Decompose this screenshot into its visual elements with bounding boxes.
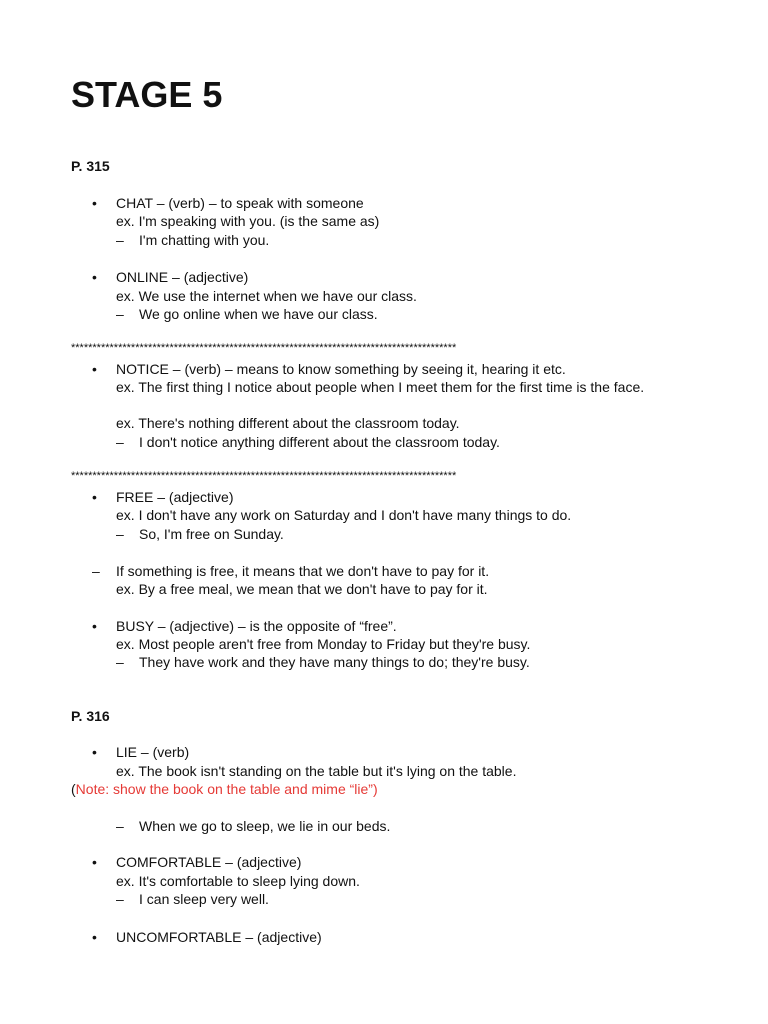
example-line: ex. The first thing I notice about people when I meet them for the first time is the face.: [116, 379, 645, 395]
page-ref-316: P. 316: [71, 708, 110, 724]
bullet: •: [92, 195, 97, 211]
sub-example: I'm chatting with you.: [139, 232, 270, 248]
term-free: FREE – (adjective): [116, 489, 234, 505]
sub-example: We go online when we have our class.: [139, 306, 378, 322]
dash: –: [116, 232, 124, 248]
definition-line: If something is free, it means that we don't have to pay for it.: [116, 563, 490, 579]
example-line: ex. Most people aren't free from Monday to Friday but they're busy.: [116, 636, 531, 652]
teacher-note: [71, 780, 378, 798]
example-line: ex. There's nothing different about the classroom today.: [116, 415, 460, 431]
page-title: STAGE 5: [71, 74, 223, 115]
example-line: ex. The book isn't standing on the table but it's lying on the table.: [116, 763, 517, 779]
bullet: •: [92, 361, 97, 377]
example-line: ex. It's comfortable to sleep lying down.: [116, 873, 360, 889]
separator-line: ******************************************************************************************: [71, 342, 457, 354]
separator-line: ******************************************************************************************: [71, 470, 457, 482]
note-open-paren: (: [71, 781, 76, 797]
sub-example: I can sleep very well.: [139, 891, 269, 907]
term-online: ONLINE – (adjective): [116, 269, 249, 285]
example-line: ex. I don't have any work on Saturday and I don't have many things to do.: [116, 507, 572, 523]
example-line: ex. We use the internet when we have our class.: [116, 288, 417, 304]
example-line: ex. By a free meal, we mean that we don't have to pay for it.: [116, 581, 488, 597]
dash: –: [116, 654, 124, 670]
bullet: •: [92, 269, 97, 285]
sub-example: I don't notice anything different about the classroom today.: [139, 434, 500, 450]
term-lie: LIE – (verb): [116, 744, 190, 760]
term-notice: NOTICE – (verb) – means to know something by seeing it, hearing it etc.: [116, 361, 566, 377]
dash: –: [116, 306, 124, 322]
sub-example: When we go to sleep, we lie in our beds.: [139, 818, 391, 834]
page-ref-315: P. 315: [71, 158, 110, 174]
bullet: •: [92, 854, 97, 870]
term-busy: BUSY – (adjective) – is the opposite of “free”.: [116, 618, 397, 634]
bullet: •: [92, 929, 97, 945]
bullet: •: [92, 618, 97, 634]
dash: –: [92, 563, 100, 579]
dash: –: [116, 526, 124, 542]
sub-example: So, I'm free on Sunday.: [139, 526, 284, 542]
bullet: •: [92, 489, 97, 505]
bullet: •: [92, 744, 97, 760]
term-comfortable: COMFORTABLE – (adjective): [116, 854, 302, 870]
term-uncomfortable: UNCOMFORTABLE – (adjective): [116, 929, 322, 945]
term-chat: CHAT – (verb) – to speak with someone: [116, 195, 364, 211]
example-line: ex. I'm speaking with you. (is the same as): [116, 213, 380, 229]
dash: –: [116, 818, 124, 834]
dash: –: [116, 434, 124, 450]
note-text: Note: show the book on the table and mime “lie”): [75, 781, 378, 797]
dash: –: [116, 891, 124, 907]
sub-example: They have work and they have many things to do; they're busy.: [139, 654, 530, 670]
